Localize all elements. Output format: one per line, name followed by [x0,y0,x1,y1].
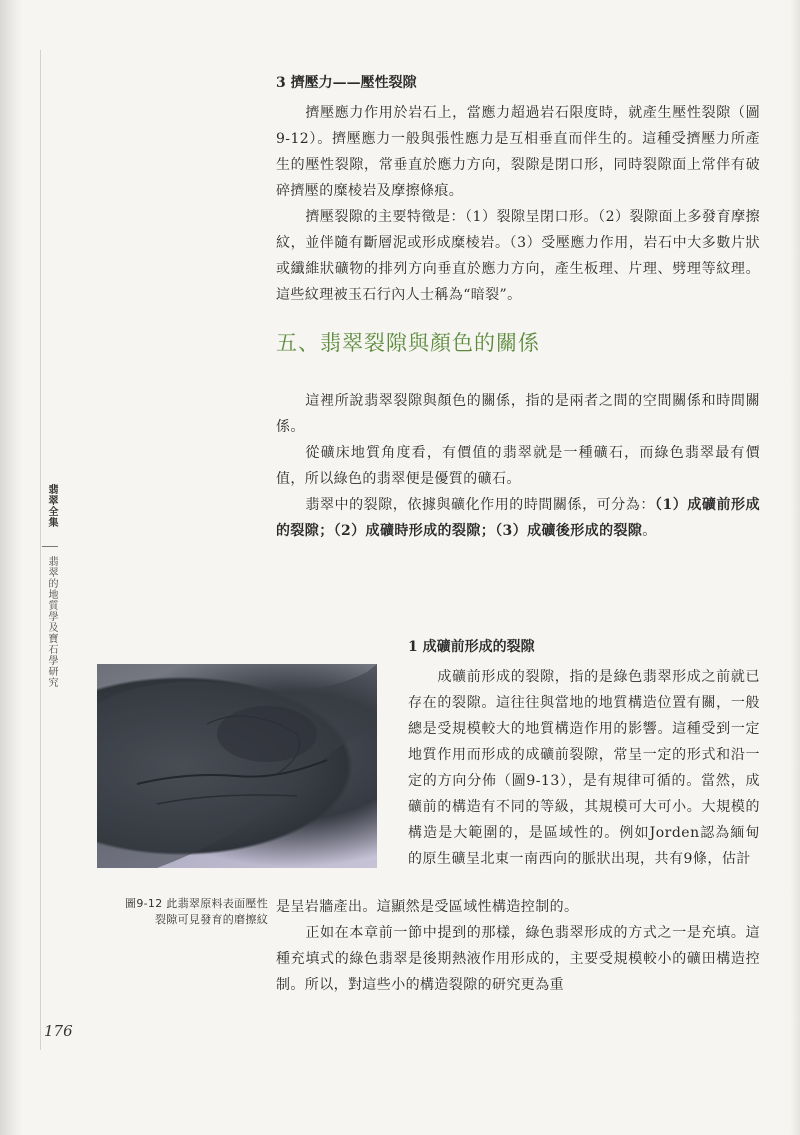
paragraph: 從礦床地質角度看，有價值的翡翠就是一種礦石，而綠色翡翠最有價值，所以綠色的翡翠便是優質的礦石。 [276,445,760,487]
caption-line: 裂隙可見發育的磨擦紋 [155,913,268,926]
sidebar-series-title: 翡翠全集 [46,484,57,528]
paragraph: 擠壓應力作用於岩石上，當應力超過岩石限度時，就產生壓性裂隙（圖9-12）。擠壓應力一般與張性應力是互相垂直而伴生的。這種受擠壓力所產生的壓性裂隙，常垂直於應力方向，裂隙是閉口形，同時裂隙面上常伴有破碎擠壓的糜棱岩及摩擦條痕。 [276,105,760,199]
sidebar-chapter-title: 翡翠的地質學及寶石學研究 [46,556,57,688]
paragraph [276,492,760,544]
paragraph: 擠壓裂隙的主要特徵是：（1）裂隙呈閉口形。（2）裂隙面上多發育摩擦紋，並伴隨有斷層泥或形成糜棱岩。（3）受壓應力作用，岩石中大多數片狀或纖維狀礦物的排列方向垂直於應力方向，產生板理、片理、劈理等紋理。這些紋理被玉石行內人士稱為“暗裂”。 [276,209,760,303]
right-column [408,628,760,872]
page-number: 176 [44,1022,73,1040]
page-edge-left [0,0,22,1135]
main-content-top [276,64,760,544]
section-title: 五、翡翠裂隙與顏色的關係 [276,331,540,355]
paragraph-continued: 是呈岩牆產出。這顯然是受區域性構造控制的。 [276,899,579,915]
subsection-heading-3: 3 擠壓力——壓性裂隙 [276,75,417,91]
figure-caption [82,896,268,928]
paragraph-bold-list: （1）成礦前形成的裂隙；（2）成礦時形成的裂隙；（3）成礦後形成的裂隙 [276,497,760,539]
spine-line [40,50,41,1050]
paragraph-lead: 翡翠中的裂隙，依據與礦化作用的時間關係，可分為： [305,497,655,513]
figure-photo-jade-rock [97,664,377,868]
sidebar-divider [42,546,58,547]
subsection-heading-1: 1 成礦前形成的裂隙 [408,639,535,655]
main-content-bottom [276,894,760,998]
page-edge-right [790,0,800,1135]
paragraph: 成礦前形成的裂隙，指的是綠色翡翠形成之前就已存在的裂隙。這往往與當地的地質構造位置有關，一般總是受規模較大的地質構造作用的影響。這種受到一定地質作用而形成的成礦前裂隙，常呈一定的形式和沿一定的方向分佈（圖9-13），是有規律可循的。當然，成礦前的構造有不同的等級，其規模可大可小。大規模的構造是大範圍的，是區域性的。例如Jorden認為緬甸的原生礦呈北東一南西向的脈狀出現，共有9條，估計 [408,669,760,867]
caption-line: 圖9-12 此翡翠原料表面壓性 [125,897,268,910]
rock-crack-lines [97,664,377,868]
paragraph: 這裡所說翡翠裂隙與顏色的關係，指的是兩者之間的空間關係和時間關係。 [276,393,760,435]
paragraph-tail: 。 [642,523,657,539]
paragraph: 正如在本章前一節中提到的那樣，綠色翡翠形成的方式之一是充填。這種充填式的綠色翡翠是後期熱液作用形成的，主要受規模較小的礦田構造控制。所以，對這些小的構造裂隙的研究更為重 [276,925,760,993]
